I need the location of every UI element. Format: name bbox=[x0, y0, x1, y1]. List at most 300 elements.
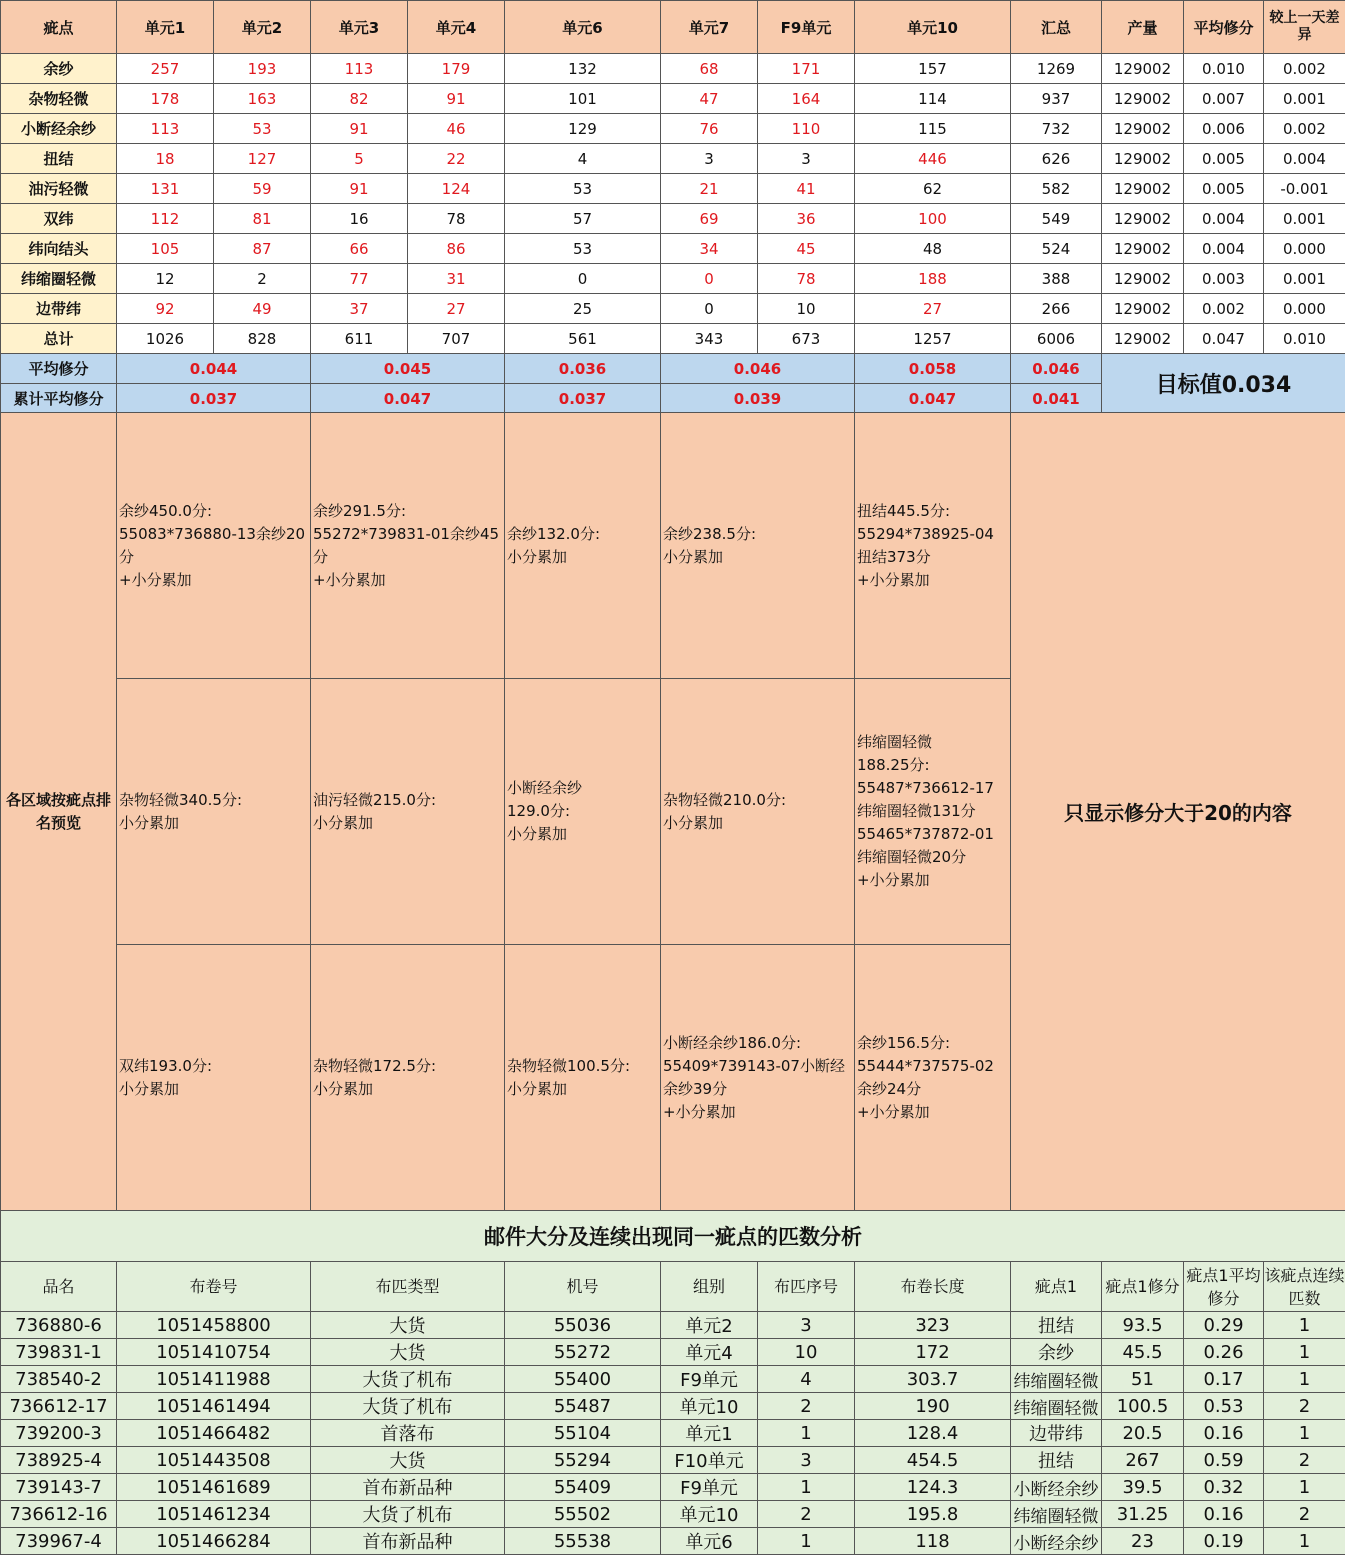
table-cell: 0.006 bbox=[1184, 114, 1264, 144]
table-cell: 46 bbox=[408, 114, 505, 144]
row-label: 累计平均修分 bbox=[1, 384, 117, 414]
preview-cell: 小断经余纱 129.0分: 小分累加 bbox=[505, 679, 661, 945]
table-cell: 343 bbox=[661, 324, 758, 354]
table-cell: 0.59 bbox=[1184, 1447, 1264, 1474]
table-cell: 48 bbox=[855, 234, 1011, 264]
table-cell: 91 bbox=[311, 174, 408, 204]
mail-header-row bbox=[1, 1262, 1345, 1312]
table-cell: 27 bbox=[855, 294, 1011, 324]
table-cell: 114 bbox=[855, 84, 1011, 114]
table-cell: 0.007 bbox=[1184, 84, 1264, 114]
table-cell: 1 bbox=[758, 1528, 855, 1555]
table-cell: 195.8 bbox=[855, 1501, 1011, 1528]
table-cell: 128.4 bbox=[855, 1420, 1011, 1447]
table-cell: 1051443508 bbox=[117, 1447, 311, 1474]
mail-title-row bbox=[1, 1211, 1345, 1262]
table-cell: 86 bbox=[408, 234, 505, 264]
table-cell: 1 bbox=[1264, 1366, 1345, 1393]
table-cell: 673 bbox=[758, 324, 855, 354]
table-cell: 45.5 bbox=[1102, 1339, 1184, 1366]
table-cell: 47 bbox=[661, 84, 758, 114]
table-cell: 0.005 bbox=[1184, 144, 1264, 174]
table-row bbox=[1, 174, 1345, 204]
table-cell: 0.000 bbox=[1264, 294, 1345, 324]
defect-label: 余纱 bbox=[1, 54, 117, 84]
table-cell: 5 bbox=[311, 144, 408, 174]
table-cell: 736612-16 bbox=[1, 1501, 117, 1528]
table-cell: 1051461689 bbox=[117, 1474, 311, 1501]
column-header: 该疵点连续匹数 bbox=[1264, 1262, 1345, 1312]
table-cell: 0.001 bbox=[1264, 264, 1345, 294]
table-cell: 105 bbox=[117, 234, 214, 264]
table-cell: 127 bbox=[214, 144, 311, 174]
table-cell: 1 bbox=[1264, 1339, 1345, 1366]
table-row bbox=[1, 264, 1345, 294]
table-cell: 22 bbox=[408, 144, 505, 174]
table-cell: 4 bbox=[758, 1366, 855, 1393]
table-cell: 53 bbox=[505, 234, 661, 264]
average-score-row bbox=[1, 354, 1345, 384]
score-value: 0.037 bbox=[505, 384, 661, 414]
score-value: 0.058 bbox=[855, 354, 1011, 384]
table-cell: 2 bbox=[214, 264, 311, 294]
table-cell: 68 bbox=[661, 54, 758, 84]
table-cell: 2 bbox=[1264, 1393, 1345, 1420]
column-header: 平均修分 bbox=[1184, 1, 1264, 54]
table-cell: 55487 bbox=[505, 1393, 661, 1420]
table-cell: 49 bbox=[214, 294, 311, 324]
table-cell: 31.25 bbox=[1102, 1501, 1184, 1528]
column-header: 单元3 bbox=[311, 1, 408, 54]
table-cell: 1051461234 bbox=[117, 1501, 311, 1528]
column-header: 产量 bbox=[1102, 1, 1184, 54]
table-cell: 55400 bbox=[505, 1366, 661, 1393]
table-cell: 大货了机布 bbox=[311, 1366, 505, 1393]
table-cell: F9单元 bbox=[661, 1366, 758, 1393]
table-cell: 0 bbox=[505, 264, 661, 294]
table-cell: 0 bbox=[661, 294, 758, 324]
table-cell: 78 bbox=[408, 204, 505, 234]
column-header: 汇总 bbox=[1011, 1, 1102, 54]
table-cell: 1 bbox=[1264, 1420, 1345, 1447]
column-header: 机号 bbox=[505, 1262, 661, 1312]
table-cell: 小断经余纱 bbox=[1011, 1474, 1102, 1501]
table-cell: 257 bbox=[117, 54, 214, 84]
column-header: 单元7 bbox=[661, 1, 758, 54]
table-cell: 157 bbox=[855, 54, 1011, 84]
table-cell: 41 bbox=[758, 174, 855, 204]
table-cell: 87 bbox=[214, 234, 311, 264]
table-cell: 10 bbox=[758, 1339, 855, 1366]
table-row bbox=[1, 1393, 1345, 1420]
table-cell: 首落布 bbox=[311, 1420, 505, 1447]
target-value: 目标值0.034 bbox=[1102, 354, 1345, 414]
preview-note: 只显示修分大于20的内容 bbox=[1011, 413, 1345, 1211]
table-cell: 1 bbox=[758, 1420, 855, 1447]
table-cell: 113 bbox=[117, 114, 214, 144]
defect-label: 纬缩圈轻微 bbox=[1, 264, 117, 294]
table-cell: 大货 bbox=[311, 1339, 505, 1366]
table-cell: 0.004 bbox=[1264, 144, 1345, 174]
table-cell: 21 bbox=[661, 174, 758, 204]
table-cell: 171 bbox=[758, 54, 855, 84]
table-cell: 6006 bbox=[1011, 324, 1102, 354]
table-row bbox=[1, 1312, 1345, 1339]
table-row bbox=[1, 114, 1345, 144]
preview-cell: 双纬193.0分: 小分累加 bbox=[117, 945, 311, 1211]
table-cell: 大货 bbox=[311, 1447, 505, 1474]
defect-label: 油污轻微 bbox=[1, 174, 117, 204]
table-cell: 626 bbox=[1011, 144, 1102, 174]
table-cell: 0.002 bbox=[1264, 114, 1345, 144]
table-cell: 172 bbox=[855, 1339, 1011, 1366]
table-cell: 0.32 bbox=[1184, 1474, 1264, 1501]
table-cell: 739200-3 bbox=[1, 1420, 117, 1447]
table-cell: 1051466284 bbox=[117, 1528, 311, 1555]
table-cell: 1051458800 bbox=[117, 1312, 311, 1339]
table-cell: 129002 bbox=[1102, 234, 1184, 264]
defect-summary-table bbox=[0, 0, 1345, 414]
table-cell: 739831-1 bbox=[1, 1339, 117, 1366]
table-cell: 单元6 bbox=[661, 1528, 758, 1555]
table-cell: 57 bbox=[505, 204, 661, 234]
table-cell: 738925-4 bbox=[1, 1447, 117, 1474]
table-cell: 纬缩圈轻微 bbox=[1011, 1366, 1102, 1393]
table-cell: 739143-7 bbox=[1, 1474, 117, 1501]
column-header: 布卷号 bbox=[117, 1262, 311, 1312]
column-header: 单元2 bbox=[214, 1, 311, 54]
column-header: F9单元 bbox=[758, 1, 855, 54]
table-cell: 93.5 bbox=[1102, 1312, 1184, 1339]
table-cell: 561 bbox=[505, 324, 661, 354]
table-cell: 179 bbox=[408, 54, 505, 84]
defect-label: 小断经余纱 bbox=[1, 114, 117, 144]
table-cell: 12 bbox=[117, 264, 214, 294]
table-cell: 267 bbox=[1102, 1447, 1184, 1474]
table-cell: 188 bbox=[855, 264, 1011, 294]
table-cell: 739967-4 bbox=[1, 1528, 117, 1555]
table-cell: 129 bbox=[505, 114, 661, 144]
table-cell: 0.005 bbox=[1184, 174, 1264, 204]
table-cell: 小断经余纱 bbox=[1011, 1528, 1102, 1555]
defect-label: 总计 bbox=[1, 324, 117, 354]
table-cell: 边带纬 bbox=[1011, 1420, 1102, 1447]
mail-analysis-table bbox=[0, 1210, 1345, 1555]
preview-cell: 余纱450.0分: 55083*736880-13余纱20分 +小分累加 bbox=[117, 413, 311, 679]
score-value: 0.036 bbox=[505, 354, 661, 384]
table-row bbox=[1, 1339, 1345, 1366]
table-cell: 55409 bbox=[505, 1474, 661, 1501]
table-row bbox=[1, 1501, 1345, 1528]
preview-row bbox=[1, 413, 1345, 679]
table-cell: 36 bbox=[758, 204, 855, 234]
table-cell: 129002 bbox=[1102, 114, 1184, 144]
table-cell: 3 bbox=[758, 1447, 855, 1474]
table-cell: 388 bbox=[1011, 264, 1102, 294]
table-cell: 323 bbox=[855, 1312, 1011, 1339]
table-cell: 单元1 bbox=[661, 1420, 758, 1447]
table-cell: 1269 bbox=[1011, 54, 1102, 84]
score-value: 0.044 bbox=[117, 354, 311, 384]
table-cell: 单元4 bbox=[661, 1339, 758, 1366]
table-cell: 单元10 bbox=[661, 1393, 758, 1420]
table-cell: 0 bbox=[661, 264, 758, 294]
table-row bbox=[1, 144, 1345, 174]
score-value: 0.046 bbox=[1011, 354, 1102, 384]
column-header: 疵点1平均修分 bbox=[1184, 1262, 1264, 1312]
score-value: 0.047 bbox=[311, 384, 505, 414]
defect-label: 纬向结头 bbox=[1, 234, 117, 264]
table-cell: 大货了机布 bbox=[311, 1393, 505, 1420]
table-cell: 纬缩圈轻微 bbox=[1011, 1393, 1102, 1420]
score-value: 0.037 bbox=[117, 384, 311, 414]
table-cell: 0.047 bbox=[1184, 324, 1264, 354]
table-cell: 77 bbox=[311, 264, 408, 294]
table-cell: 31 bbox=[408, 264, 505, 294]
table-cell: 113 bbox=[311, 54, 408, 84]
table-cell: 81 bbox=[214, 204, 311, 234]
table-cell: 55036 bbox=[505, 1312, 661, 1339]
table-cell: 单元2 bbox=[661, 1312, 758, 1339]
table-cell: 2 bbox=[1264, 1501, 1345, 1528]
table-cell: 0.004 bbox=[1184, 234, 1264, 264]
table-cell: 1257 bbox=[855, 324, 1011, 354]
table-cell: 0.16 bbox=[1184, 1420, 1264, 1447]
table-cell: 129002 bbox=[1102, 174, 1184, 204]
defect-label: 扭结 bbox=[1, 144, 117, 174]
table-cell: 738540-2 bbox=[1, 1366, 117, 1393]
table-cell: 55104 bbox=[505, 1420, 661, 1447]
table-cell: 129002 bbox=[1102, 294, 1184, 324]
table-cell: 131 bbox=[117, 174, 214, 204]
preview-cell: 余纱132.0分: 小分累加 bbox=[505, 413, 661, 679]
table-cell: 1 bbox=[1264, 1474, 1345, 1501]
table-cell: 25 bbox=[505, 294, 661, 324]
table-cell: 0.010 bbox=[1264, 324, 1345, 354]
table-cell: 0.26 bbox=[1184, 1339, 1264, 1366]
table-row bbox=[1, 54, 1345, 84]
table-cell: 736880-6 bbox=[1, 1312, 117, 1339]
column-header: 布匹序号 bbox=[758, 1262, 855, 1312]
table-row bbox=[1, 1420, 1345, 1447]
table-cell: 266 bbox=[1011, 294, 1102, 324]
table-cell: 129002 bbox=[1102, 84, 1184, 114]
table-cell: F10单元 bbox=[661, 1447, 758, 1474]
table-cell: 91 bbox=[311, 114, 408, 144]
table-cell: 1 bbox=[1264, 1528, 1345, 1555]
table-cell: 39.5 bbox=[1102, 1474, 1184, 1501]
table-cell: 707 bbox=[408, 324, 505, 354]
table-cell: 18 bbox=[117, 144, 214, 174]
table-cell: 69 bbox=[661, 204, 758, 234]
preview-cell: 油污轻微215.0分: 小分累加 bbox=[311, 679, 505, 945]
preview-cell: 余纱238.5分: 小分累加 bbox=[661, 413, 855, 679]
table-cell: 164 bbox=[758, 84, 855, 114]
table-cell: 0.003 bbox=[1184, 264, 1264, 294]
table-cell: 53 bbox=[505, 174, 661, 204]
defect-label: 双纬 bbox=[1, 204, 117, 234]
table-cell: 大货了机布 bbox=[311, 1501, 505, 1528]
preview-cell: 杂物轻微210.0分: 小分累加 bbox=[661, 679, 855, 945]
table-cell: 2 bbox=[758, 1393, 855, 1420]
table-row bbox=[1, 294, 1345, 324]
table-cell: 1026 bbox=[117, 324, 214, 354]
score-value: 0.041 bbox=[1011, 384, 1102, 414]
table-cell: 115 bbox=[855, 114, 1011, 144]
column-header: 单元4 bbox=[408, 1, 505, 54]
table-row bbox=[1, 204, 1345, 234]
table-row bbox=[1, 1366, 1345, 1393]
column-header: 布卷长度 bbox=[855, 1262, 1011, 1312]
table-cell: 余纱 bbox=[1011, 1339, 1102, 1366]
table-cell: 0.29 bbox=[1184, 1312, 1264, 1339]
table-cell: 178 bbox=[117, 84, 214, 114]
table-cell: 66 bbox=[311, 234, 408, 264]
table-cell: 0.004 bbox=[1184, 204, 1264, 234]
preview-cell: 扭结445.5分: 55294*738925-04扭结373分 +小分累加 bbox=[855, 413, 1011, 679]
table-cell: 10 bbox=[758, 294, 855, 324]
table-cell: 582 bbox=[1011, 174, 1102, 204]
table-cell: 0.010 bbox=[1184, 54, 1264, 84]
table-cell: 55538 bbox=[505, 1528, 661, 1555]
table-cell: 37 bbox=[311, 294, 408, 324]
table-cell: 454.5 bbox=[855, 1447, 1011, 1474]
table-cell: 纬缩圈轻微 bbox=[1011, 1501, 1102, 1528]
table-cell: 62 bbox=[855, 174, 1011, 204]
table-cell: 3 bbox=[758, 1312, 855, 1339]
table-cell: 1051411988 bbox=[117, 1366, 311, 1393]
row-label: 平均修分 bbox=[1, 354, 117, 384]
table-cell: 27 bbox=[408, 294, 505, 324]
table-cell: 53 bbox=[214, 114, 311, 144]
table-cell: 55502 bbox=[505, 1501, 661, 1528]
column-header: 单元6 bbox=[505, 1, 661, 54]
table-cell: 129002 bbox=[1102, 324, 1184, 354]
table-cell: 82 bbox=[311, 84, 408, 114]
table-cell: 129002 bbox=[1102, 54, 1184, 84]
table-cell: 3 bbox=[661, 144, 758, 174]
table-cell: 828 bbox=[214, 324, 311, 354]
preview-cell: 余纱291.5分: 55272*739831-01余纱45分 +小分累加 bbox=[311, 413, 505, 679]
table-cell: 45 bbox=[758, 234, 855, 264]
table-cell: 100.5 bbox=[1102, 1393, 1184, 1420]
table-cell: 1051461494 bbox=[117, 1393, 311, 1420]
table-cell: 112 bbox=[117, 204, 214, 234]
table-cell: 4 bbox=[505, 144, 661, 174]
table-cell: 524 bbox=[1011, 234, 1102, 264]
table-cell: 736612-17 bbox=[1, 1393, 117, 1420]
table-cell: 1051410754 bbox=[117, 1339, 311, 1366]
column-header: 品名 bbox=[1, 1262, 117, 1312]
defect-label: 杂物轻微 bbox=[1, 84, 117, 114]
table-cell: 扭结 bbox=[1011, 1312, 1102, 1339]
table-cell: 0.002 bbox=[1264, 54, 1345, 84]
table-cell: 0.19 bbox=[1184, 1528, 1264, 1555]
column-header: 单元1 bbox=[117, 1, 214, 54]
table-cell: 0.000 bbox=[1264, 234, 1345, 264]
score-value: 0.047 bbox=[855, 384, 1011, 414]
table-cell: 16 bbox=[311, 204, 408, 234]
table-row bbox=[1, 1447, 1345, 1474]
table-cell: 扭结 bbox=[1011, 1447, 1102, 1474]
score-value: 0.039 bbox=[661, 384, 855, 414]
table-cell: 0.001 bbox=[1264, 84, 1345, 114]
table-cell: 55272 bbox=[505, 1339, 661, 1366]
table-cell: 1051466482 bbox=[117, 1420, 311, 1447]
defect-header-row bbox=[1, 1, 1345, 54]
defect-label: 边带纬 bbox=[1, 294, 117, 324]
table-cell: 首布新品种 bbox=[311, 1528, 505, 1555]
table-cell: 92 bbox=[117, 294, 214, 324]
table-cell: 124 bbox=[408, 174, 505, 204]
table-cell: 大货 bbox=[311, 1312, 505, 1339]
table-cell: 1 bbox=[1264, 1312, 1345, 1339]
table-cell: 446 bbox=[855, 144, 1011, 174]
table-cell: 303.7 bbox=[855, 1366, 1011, 1393]
table-cell: 76 bbox=[661, 114, 758, 144]
table-cell: 0.16 bbox=[1184, 1501, 1264, 1528]
column-header: 疵点1修分 bbox=[1102, 1262, 1184, 1312]
table-cell: 193 bbox=[214, 54, 311, 84]
table-cell: 0.53 bbox=[1184, 1393, 1264, 1420]
table-cell: 78 bbox=[758, 264, 855, 294]
table-cell: 1 bbox=[758, 1474, 855, 1501]
table-cell: 2 bbox=[758, 1501, 855, 1528]
table-row bbox=[1, 84, 1345, 114]
table-cell: 937 bbox=[1011, 84, 1102, 114]
table-cell: 51 bbox=[1102, 1366, 1184, 1393]
column-header: 组别 bbox=[661, 1262, 758, 1312]
table-cell: 91 bbox=[408, 84, 505, 114]
table-cell: 23 bbox=[1102, 1528, 1184, 1555]
table-cell: 110 bbox=[758, 114, 855, 144]
preview-cell: 杂物轻微100.5分: 小分累加 bbox=[505, 945, 661, 1211]
table-cell: 101 bbox=[505, 84, 661, 114]
table-cell: 118 bbox=[855, 1528, 1011, 1555]
preview-cell: 杂物轻微172.5分: 小分累加 bbox=[311, 945, 505, 1211]
mail-title: 邮件大分及连续出现同一疵点的匹数分析 bbox=[1, 1211, 1345, 1262]
table-cell: 732 bbox=[1011, 114, 1102, 144]
table-cell: 2 bbox=[1264, 1447, 1345, 1474]
table-cell: 20.5 bbox=[1102, 1420, 1184, 1447]
preview-side-label: 各区域按疵点排名预览 bbox=[1, 413, 117, 1211]
table-row bbox=[1, 1528, 1345, 1555]
table-cell: 132 bbox=[505, 54, 661, 84]
table-cell: 0.002 bbox=[1184, 294, 1264, 324]
preview-cell: 纬缩圈轻微 188.25分: 55487*736612-17纬缩圈轻微131分 55465*737872-01纬缩圈轻微20分 +小分累加 bbox=[855, 679, 1011, 945]
table-cell: 3 bbox=[758, 144, 855, 174]
score-value: 0.046 bbox=[661, 354, 855, 384]
table-cell: 129002 bbox=[1102, 204, 1184, 234]
table-cell: 129002 bbox=[1102, 144, 1184, 174]
table-cell: 0.17 bbox=[1184, 1366, 1264, 1393]
region-preview-table bbox=[0, 412, 1345, 1211]
table-row bbox=[1, 234, 1345, 264]
table-cell: F9单元 bbox=[661, 1474, 758, 1501]
table-cell: 190 bbox=[855, 1393, 1011, 1420]
table-cell: -0.001 bbox=[1264, 174, 1345, 204]
table-cell: 611 bbox=[311, 324, 408, 354]
table-row bbox=[1, 324, 1345, 354]
table-cell: 59 bbox=[214, 174, 311, 204]
table-cell: 0.001 bbox=[1264, 204, 1345, 234]
table-cell: 163 bbox=[214, 84, 311, 114]
column-header: 布匹类型 bbox=[311, 1262, 505, 1312]
preview-cell: 小断经余纱186.0分: 55409*739143-07小断经余纱39分 +小分累加 bbox=[661, 945, 855, 1211]
score-value: 0.045 bbox=[311, 354, 505, 384]
table-cell: 55294 bbox=[505, 1447, 661, 1474]
column-header: 疵点1 bbox=[1011, 1262, 1102, 1312]
